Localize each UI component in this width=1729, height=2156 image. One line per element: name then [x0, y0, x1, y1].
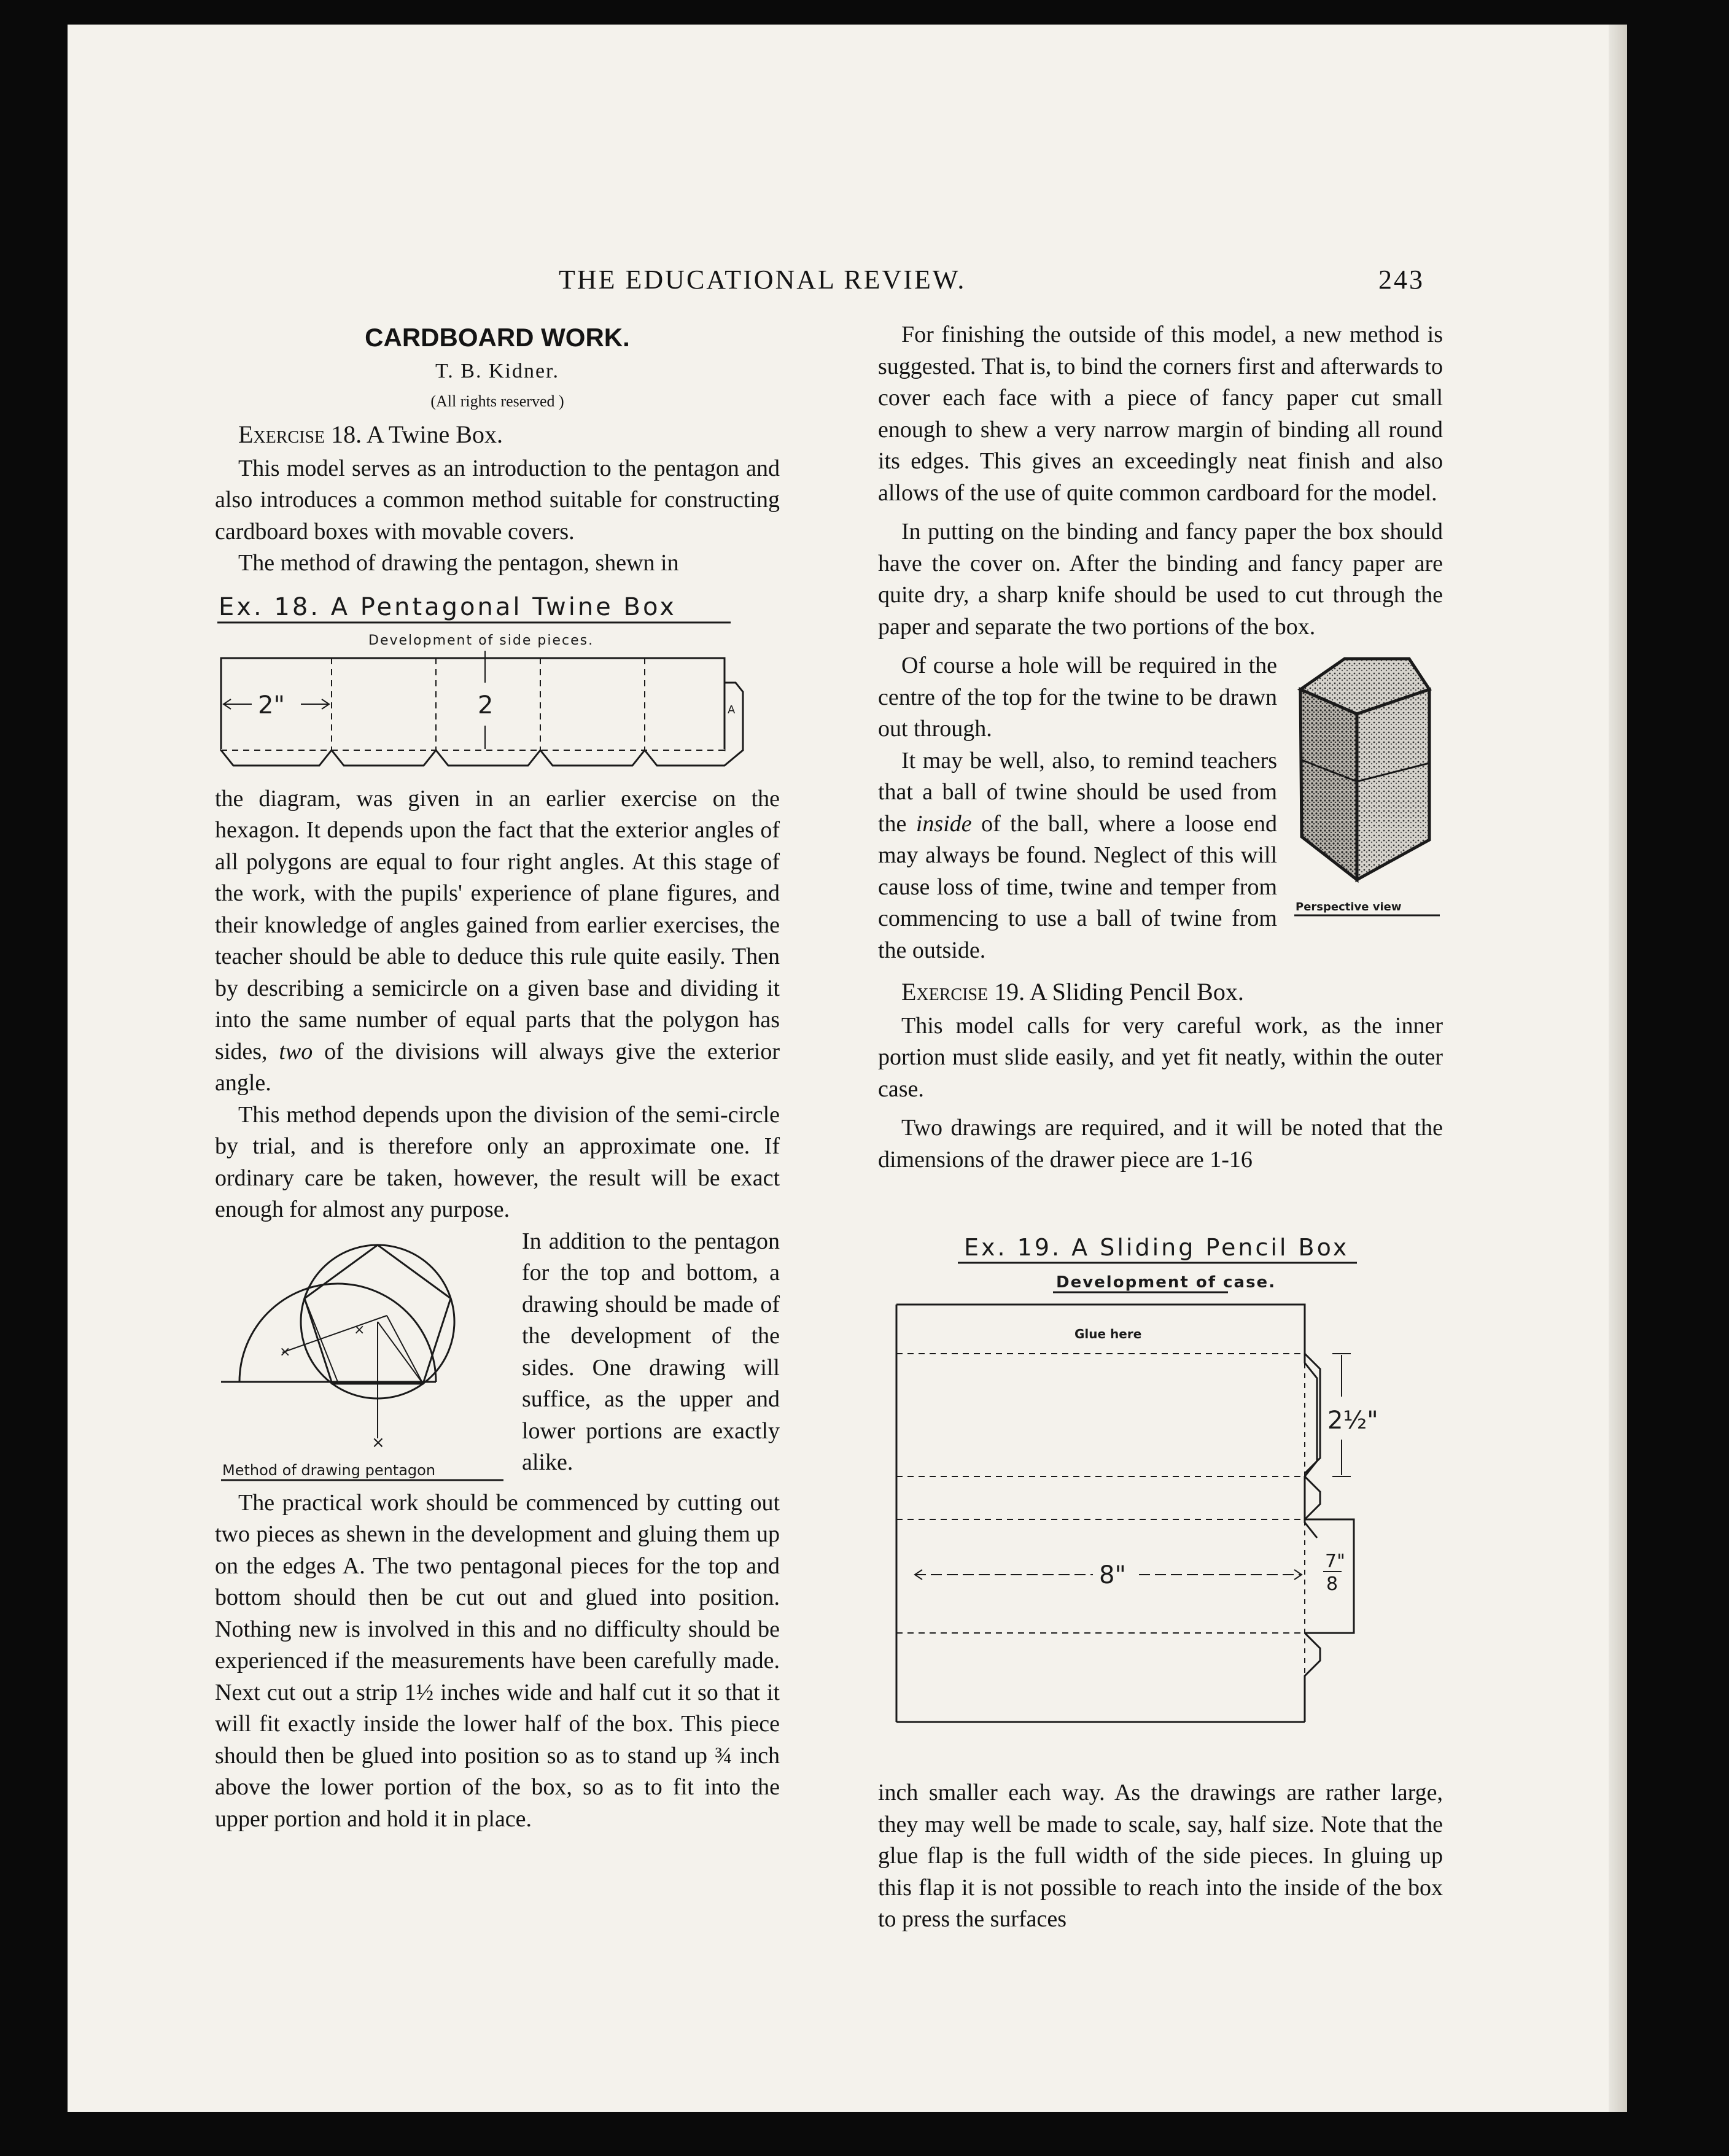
paragraph: In addition to the pentagon for the top and bottom, a drawing should be made of the development of the sides. One drawing will suffice, as the upper and lower portions are exactly alike.: [522, 1228, 780, 1475]
paragraph: This method depends upon the division of the semi-circle by trial, and is therefore only an approximate one. If ordinary care be taken, however, the result will be exact enough for almost any purpose.: [215, 1101, 780, 1222]
figure-ex19-flap-denominator: 8: [1326, 1573, 1339, 1595]
figure-perspective: [1289, 653, 1443, 923]
exercise-18-label: Exercise 18.: [238, 421, 362, 448]
figure-ex19-title: Ex. 19. A Sliding Pencil Box: [964, 1234, 1350, 1261]
figure-ex19-glue-label: Glue here: [1074, 1327, 1142, 1341]
article-author: T. B. Kidner.: [435, 360, 559, 382]
svg-text:×: ×: [279, 1344, 291, 1360]
paragraph: inch smaller each way. As the drawings are rather large, they may well be made to scale, say, half size. Note that the glue flap is the full width of the side pieces. In gluing up this flap it is not possible to reach into the inside of the box to press the surfaces: [878, 1780, 1443, 1932]
figure-ex18-flap-label: A: [728, 703, 736, 716]
paragraph: The method of drawing the pentagon, shewn in: [238, 550, 679, 576]
figure-perspective-caption: Perspective view: [1296, 901, 1402, 913]
figure-perspective-drawing: [1289, 653, 1443, 923]
figure-ex18-subtitle: Development of side pieces.: [368, 632, 594, 648]
paragraph: The practical work should be commenced by cutting out two pieces as shewn in the development and gluing them up on the edges A. The two pentagonal pieces for the top and bottom should then be cut out and glued into position. Nothing new is involved in this and no difficulty should be experienced if the measurements have been carefully made. Next cut out a strip 1½ inches wide and half cut it so that it will fit exactly inside the lower half of the box. This piece should then be glued into position so as to stand up ¾ inch above the lower portion of the box, so as to fit into the upper portion and hold it in place.: [215, 1489, 780, 1832]
running-header: [215, 264, 1449, 313]
svg-text:×: ×: [354, 1322, 365, 1338]
paragraph-text: the diagram, was given in an earlier exercise on the hexagon. It depends upon the fact that the exterior angles of all polygons are equal to four right angles. At this stage of the work, with the pupils' experience of plane figures, and their knowledge of angles gained from earlier exercises, the teacher should be able to deduce this rule quite easily. Then by describing a semicircle on a given base and dividing it into the same number of equal parts that the polygon has sides,: [215, 785, 780, 1064]
exercise-19-title: A Sliding Pencil Box.: [1029, 978, 1244, 1006]
paragraph: In putting on the binding and fancy paper the box should have the cover on. After the binding and fancy paper are quite dry, a sharp knife should be used to cut through the paper and separate the two portions of the box.: [878, 519, 1443, 640]
paragraph-text: of the ball, where a loose end may always be found. Neglect of this will cause loss of time, twine and temper from commencing to use a ball of twine from the outside.: [878, 810, 1278, 963]
figure-pentagon: [215, 1230, 516, 1487]
left-column: [215, 319, 780, 1835]
page-number: 243: [1378, 265, 1424, 295]
paragraph-text: It may be well, also, to remind teachers that a ball of twine should be used from the: [878, 747, 1277, 837]
figure-ex18-title: Ex. 18. A Pentagonal Twine Box: [219, 592, 677, 621]
exercise-18-title: A Twine Box.: [366, 421, 503, 448]
svg-text:×: ×: [371, 1433, 385, 1452]
paragraph-text: of the divisions will always give the exterior angle.: [215, 1038, 780, 1096]
figure-ex19-height-label: 2½": [1327, 1406, 1378, 1435]
article-title: CARDBOARD WORK.: [365, 323, 630, 352]
figure-ex18-height-label: 2: [478, 691, 494, 719]
paragraph: This model serves as an introduction to the pentagon and also introduces a common method suitable for constructing cardboard boxes with movable covers.: [215, 455, 780, 545]
figure-pentagon-drawing: [215, 1230, 516, 1487]
running-title: THE EDUCATIONAL REVIEW.: [559, 265, 966, 295]
figure-ex18-drawing: [215, 584, 780, 781]
figure-ex19: [890, 1194, 1443, 1759]
exercise-18-heading: [215, 419, 780, 451]
page-sheet: [68, 25, 1627, 2112]
page-content: [215, 264, 1449, 1932]
rights-notice: (All rights reserved ): [430, 392, 564, 410]
paragraph: Two drawings are required, and it will be noted that the dimensions of the drawer piece are 1-16: [878, 1115, 1443, 1173]
emphasis: inside: [915, 810, 972, 837]
figure-ex18: [215, 584, 780, 781]
page-edge: [1609, 25, 1627, 2112]
figure-pentagon-caption: Method of drawing pentagon: [222, 1461, 436, 1479]
emphasis: two: [279, 1038, 313, 1064]
figure-ex19-length-label: 8": [1099, 1561, 1126, 1589]
paragraph: For finishing the outside of this model, a new method is suggested. That is, to bind the corners first and afterwards to cover each face with a piece of fancy paper cut small enough to shew a very narrow margin of binding all round its edges. This gives an exceedingly neat finish and also allows of the use of quite common cardboard for the model.: [878, 322, 1443, 506]
figure-ex19-drawing: [890, 1194, 1443, 1759]
figure-ex19-flap-numerator: 7": [1325, 1551, 1345, 1572]
figure-ex19-subtitle: Development of case.: [1056, 1273, 1276, 1292]
exercise-19-heading: [878, 976, 1443, 1008]
right-column: [878, 319, 1443, 1936]
paragraph: This model calls for very careful work, as the inner portion must slide easily, and yet fit neatly, within the outer case.: [878, 1012, 1443, 1102]
exercise-19-label: Exercise 19.: [901, 978, 1025, 1006]
figure-ex18-width-label: 2": [258, 691, 285, 719]
paragraph-continued: [215, 783, 780, 1099]
paragraph: Of course a hole will be required in the centre of the top for the twine to be drawn out through.: [878, 653, 1277, 742]
